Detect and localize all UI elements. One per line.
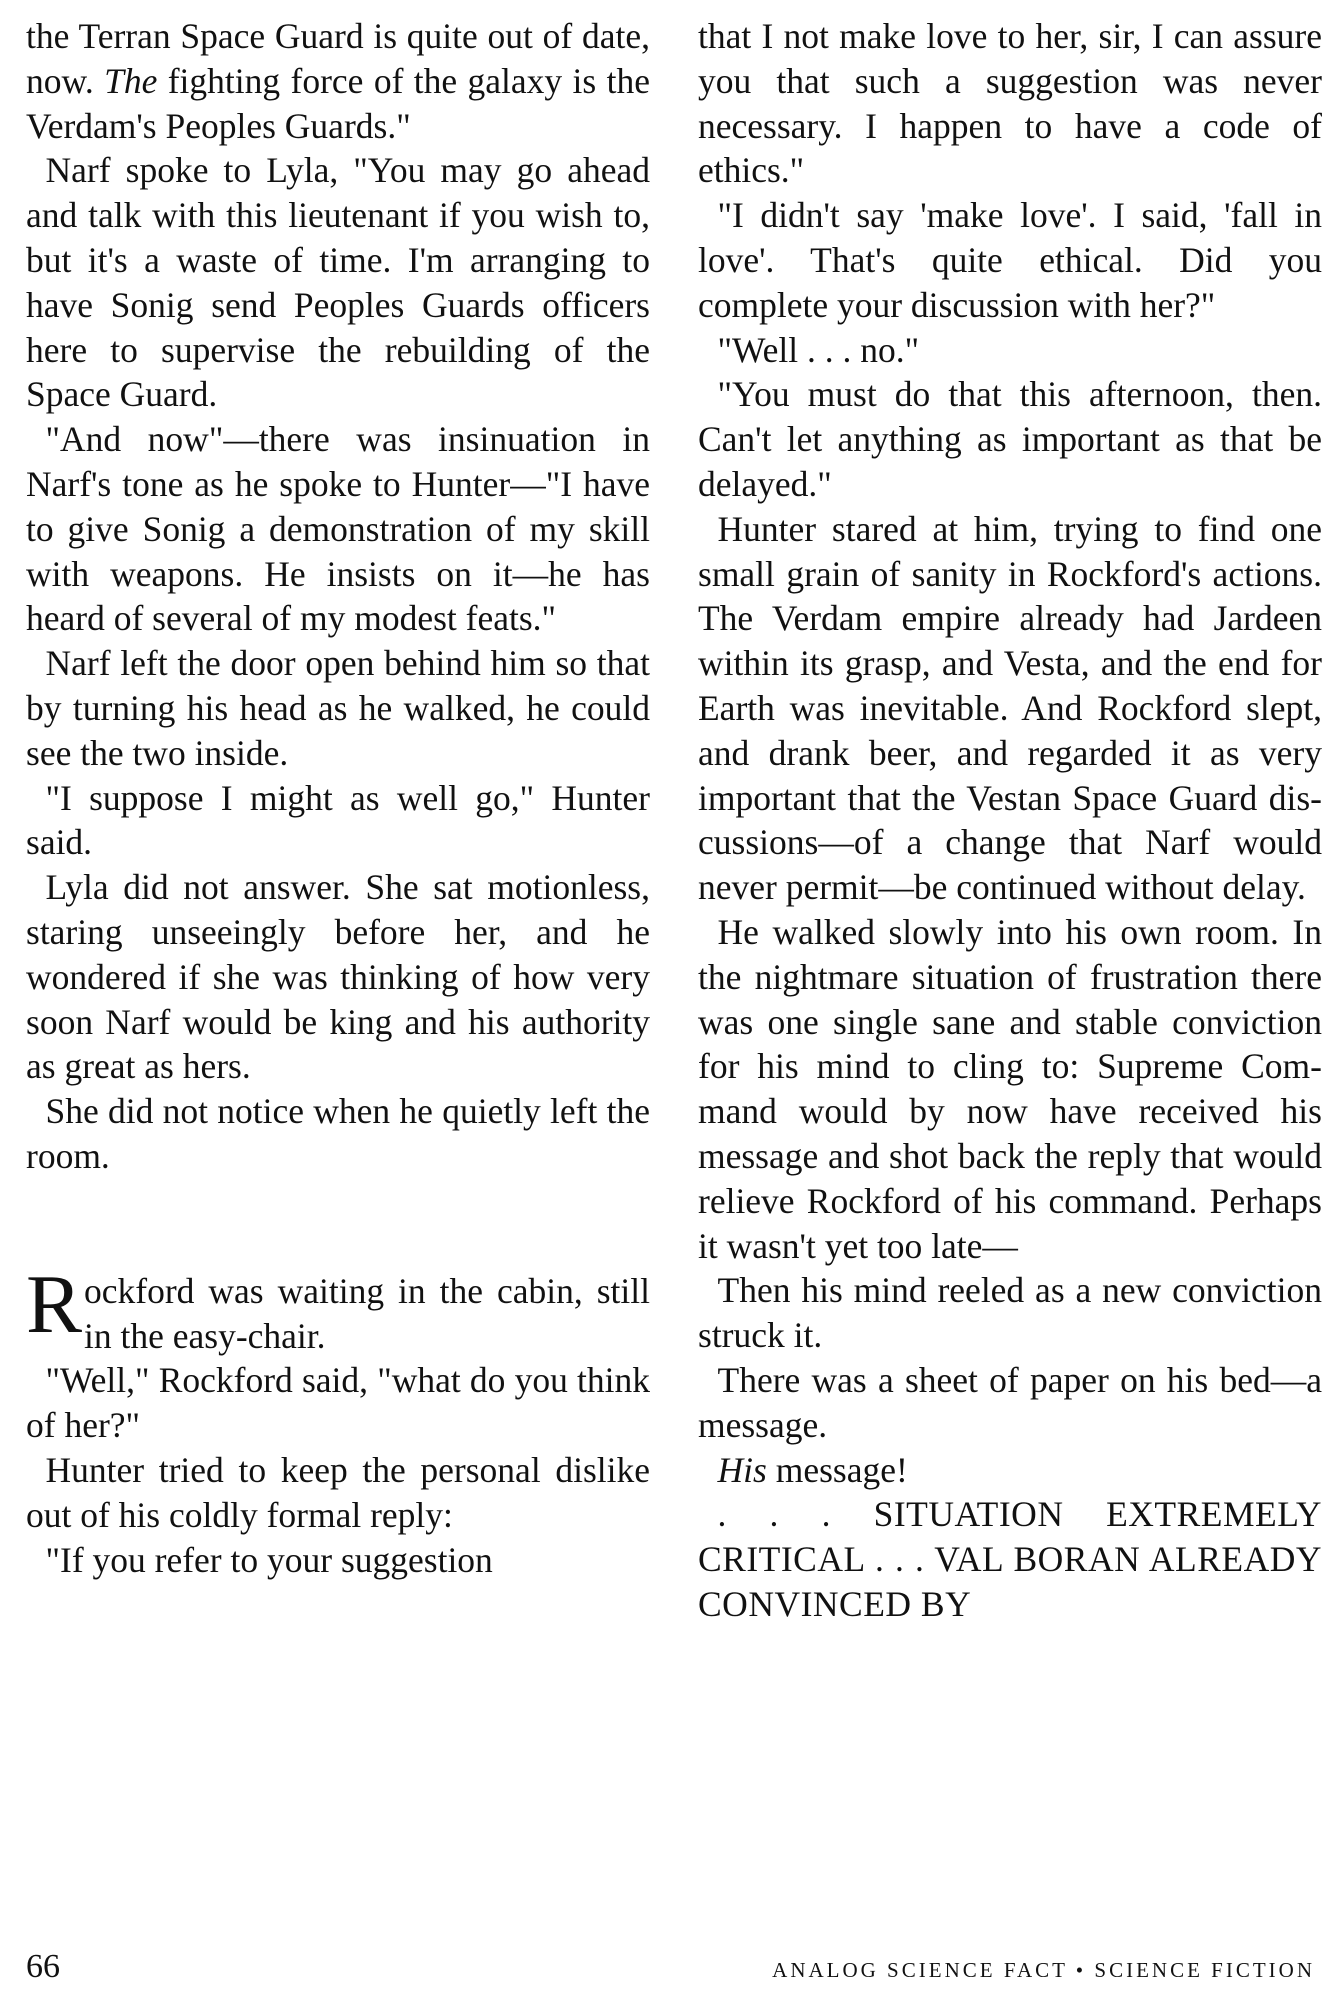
paragraph: "I suppose I might as well go," Hunter said.: [26, 777, 650, 863]
paragraph: Lyla did not answer. She sat motionless, staring unseeingly before her, and he wondered if she was thinking of how very soon Narf would be king and his authority as great as hers.: [26, 867, 650, 1087]
paragraph: He walked slowly into his own room. In the nightmare situation of frustration there was one single sane and stable conviction for his mind to cling to: Supreme Command would by now have received his message and shot back the reply that would relieve Rockford of his command. Perhaps it wasn't yet too late—: [698, 911, 1322, 1266]
page-footer: [0, 1948, 1343, 1988]
emphasis-text: His: [717, 1449, 767, 1490]
paragraph-text: message!: [766, 1449, 908, 1490]
paragraph: Hunter tried to keep the personal dislike out of his coldly formal reply:: [26, 1449, 650, 1535]
paragraph-text: the Terran Space Guard is quite out of date, now.: [26, 16, 650, 101]
right-column: [698, 14, 1322, 1627]
paragraph: [698, 1448, 1322, 1493]
paragraph: [26, 14, 650, 148]
paragraph: There was a sheet of paper on his bed—a message.: [698, 1359, 1322, 1445]
paragraph: Then his mind reeled as a new conviction struck it.: [698, 1270, 1322, 1356]
paragraph-dropcap: [26, 1257, 650, 1359]
section-break: [26, 1179, 650, 1269]
paragraph: "Well," Rockford said, "what do you think of her?": [26, 1360, 650, 1446]
running-head: ANALOG SCIENCE FACT • SCIENCE FICTION: [772, 1958, 1315, 1982]
paragraph: Hunter stared at him, trying to find one small grain of sanity in Rockford's actions. The Verdam empire already had Jardeen within its grasp, and Vesta, and the end for Earth was inevitable. And Rockford slept, and drank beer, and regarded it as very important that the Vestan Space Guard discussions—of a change that Narf would never permit—be continued without delay.: [698, 508, 1322, 908]
emphasis-text: The: [104, 60, 158, 101]
paragraph: She did not notice when he quietly left the room.: [26, 1091, 650, 1176]
page-number: 66: [26, 1948, 60, 1985]
paragraph: "I didn't say 'make love'. I said, 'fall in love'. That's quite ethical. Did you complete your discussion with her?": [698, 195, 1322, 325]
paragraph: . . . SITUATION EXTREMELY CRITICAL . . . VAL BORAN ALREADY CONVINCED BY: [698, 1494, 1322, 1624]
paragraph: Narf spoke to Lyla, "You may go ahead and talk with this lieutenant if you wish to, but it's a waste of time. I'm arranging to have Sonig send Peoples Guards officers here to supervise the rebuilding of the Space Guard.: [26, 150, 650, 415]
paragraph: Narf left the door open behind him so that by turning his head as he walked, he could see the two inside.: [26, 643, 650, 773]
paragraph: that I not make love to her, sir, I can assure you that such a suggestion was never necessary. I happen to have a code of ethics.": [698, 16, 1322, 191]
paragraph: "If you refer to your suggestion: [45, 1539, 493, 1580]
drop-cap: R: [26, 1257, 83, 1351]
paragraph-text: ockford was waiting in the cabin, still in the easy-chair.: [84, 1270, 650, 1356]
paragraph: "You must do that this afternoon, then. Can't let anything as important as that be delayed.": [698, 374, 1322, 504]
paragraph: "And now"—there was insinuation in Narf's tone as he spoke to Hunter—"I have to give Sonig a demonstration of my skill with weapons. He insists on it—he has heard of several of my modest feats.": [26, 419, 650, 639]
left-column: [26, 14, 650, 1582]
paragraph-text: fighting force of the galaxy is the Verdam's Peoples Guards.": [26, 60, 650, 146]
paragraph: "Well . . . no.": [717, 329, 920, 370]
